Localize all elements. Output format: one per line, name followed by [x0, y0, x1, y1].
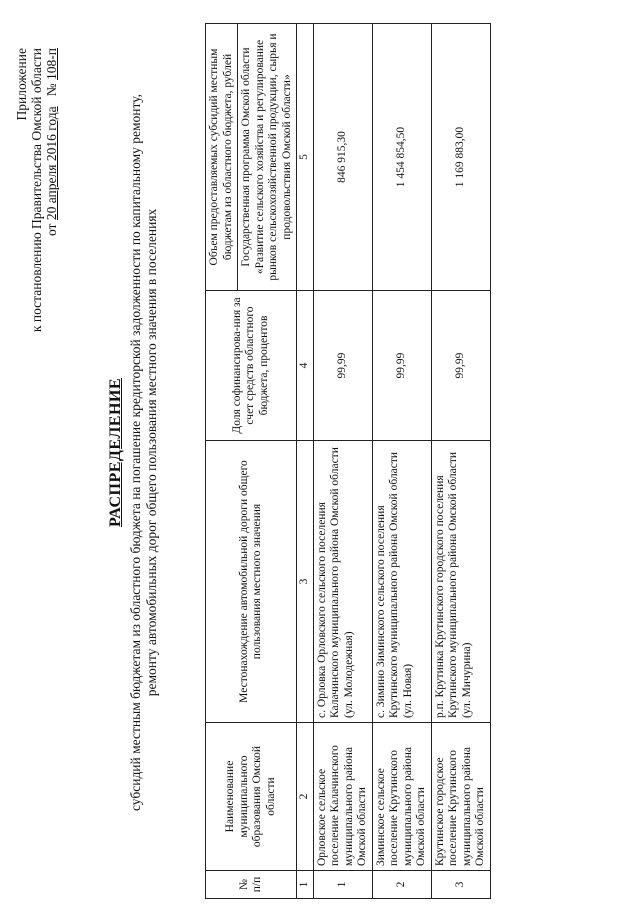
row-location: р.п. Крутинка Крутинского городского поселения Крутинского муниципального района Омской области (ул. Мичурина): [431, 441, 490, 723]
resolution-date: 20 апреля 2016 года: [44, 106, 59, 221]
row-municipality: Зиминское сельское поселение Крутинского муниципального района Омской области: [372, 723, 431, 871]
row-number: 2: [372, 871, 431, 899]
row-number: 1: [313, 871, 372, 899]
distribution-table: [205, 23, 491, 899]
column-index-row: [297, 24, 314, 899]
subtitle-line-1: субсидий местным бюджетам из областного бюджета на погашение кредиторской задолженности по капитальному ремонту,: [128, 93, 143, 812]
header-program: Государственная программа Омской области «Развитие сельского хозяйства и регулирование рынков сельскохозяйственной продукции, сырья и продовольствия Омской области»: [238, 24, 297, 291]
column-index: 3: [297, 441, 314, 723]
table-row: [313, 24, 372, 899]
column-index: 4: [297, 291, 314, 441]
column-index: 1: [297, 871, 314, 899]
table-row: [431, 24, 490, 899]
row-municipality: Крутинское городское поселение Крутинского муниципального района Омской области: [431, 723, 490, 871]
header-municipality: Наименование муниципального образования Омской области: [206, 723, 297, 871]
row-location: с. Орловка Орловского сельского поселения Калачинского муниципального района Омской области (ул. Молодежная): [313, 441, 372, 723]
header-location: Местонахождение автомобильной дороги общего пользования местного значения: [206, 441, 297, 723]
column-index: 2: [297, 723, 314, 871]
table-header-row: [206, 24, 238, 899]
row-municipality: Орловское сельское поселение Калачинского муниципального района Омской области: [313, 723, 372, 871]
table-row: [372, 24, 431, 899]
row-amount: 846 915,30: [313, 24, 372, 291]
row-share: 99,99: [372, 291, 431, 441]
appendix-resolution: к постановлению Правительства Омской области: [29, 48, 44, 333]
appendix-block: [14, 48, 59, 332]
row-number: 3: [431, 871, 490, 899]
header-number: № п/п: [206, 871, 297, 899]
subtitle-line-2: ремонту автомобильных дорог общего пользования местного значения в поселениях: [144, 208, 159, 697]
row-share: 99,99: [431, 291, 490, 441]
header-amount: Объем предоставляемых субсидий местным бюджетам из областного бюджета, рублей: [206, 24, 238, 291]
row-location: с. Зимино Зиминского сельского поселения Крутинского муниципального района Омской области (ул. Новая): [372, 441, 431, 723]
row-amount: 1 169 883,00: [431, 24, 490, 291]
column-index: 5: [297, 24, 314, 291]
appendix-label: Приложение: [14, 48, 29, 121]
header-share: Доля софинансирова-ния за счет средств областного бюджета, процентов: [206, 291, 297, 441]
row-share: 99,99: [313, 291, 372, 441]
row-amount: 1 454 854,50: [372, 24, 431, 291]
document-subtitle: [128, 40, 160, 865]
appendix-date-line: [44, 48, 59, 332]
number-prefix: №: [44, 83, 59, 97]
resolution-number: 108-п: [44, 48, 59, 80]
document-title: РАСПРЕДЕЛЕНИЕ: [107, 377, 124, 528]
date-prefix: от: [44, 223, 59, 237]
